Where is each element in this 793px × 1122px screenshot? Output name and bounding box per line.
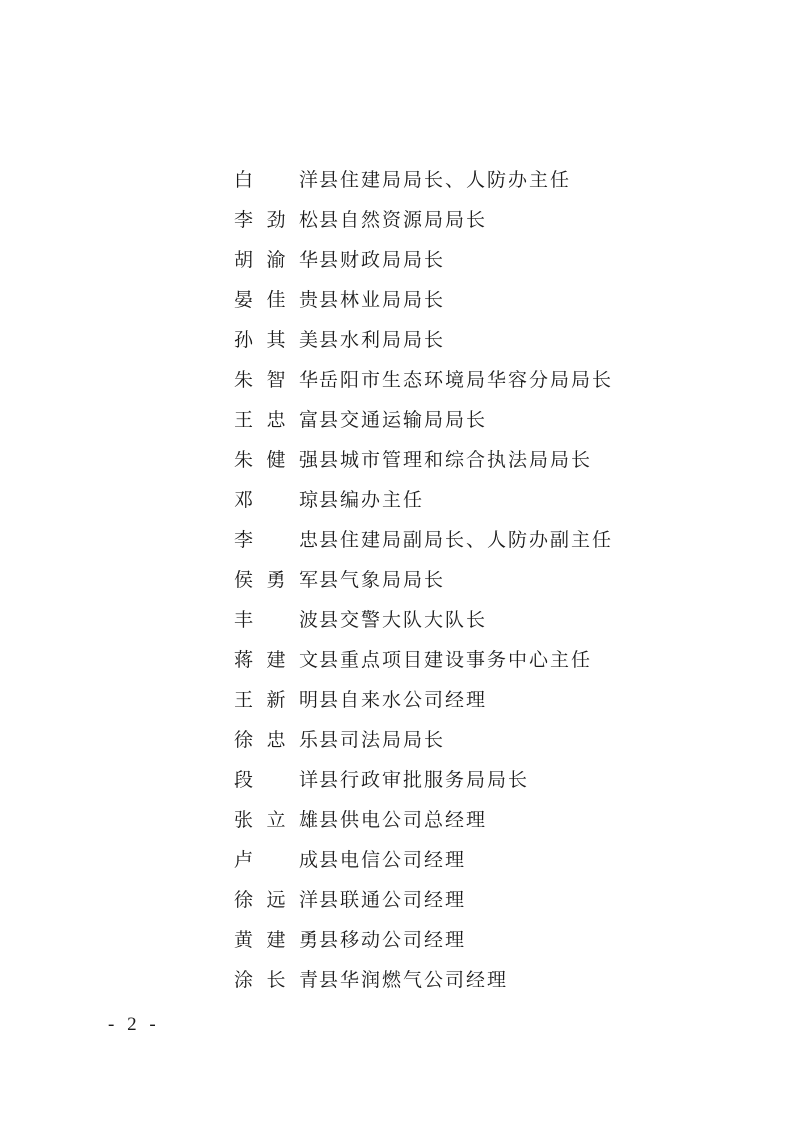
member-row xyxy=(234,678,613,718)
member-row xyxy=(234,798,613,838)
member-title: 县编办主任 xyxy=(319,488,425,511)
member-row xyxy=(234,158,613,198)
member-name: 李 忠 xyxy=(234,528,319,551)
member-title: 县重点项目建设事务中心主任 xyxy=(319,648,593,671)
member-name: 邓 琼 xyxy=(234,488,319,511)
page-number: - 2 - xyxy=(108,1014,160,1035)
member-name: 涂长青 xyxy=(234,968,319,991)
member-title: 县交警大队大队长 xyxy=(319,608,488,631)
member-row xyxy=(234,918,613,958)
member-title: 县电信公司经理 xyxy=(319,848,467,871)
member-name: 孙其美 xyxy=(234,328,319,351)
member-name: 卢 成 xyxy=(234,848,319,871)
member-name: 侯勇军 xyxy=(234,568,319,591)
member-title: 县司法局局长 xyxy=(319,728,446,751)
member-name: 丰 波 xyxy=(234,608,319,631)
member-row xyxy=(234,278,613,318)
member-row xyxy=(234,838,613,878)
member-name: 晏佳贵 xyxy=(234,288,319,311)
member-name: 蒋建文 xyxy=(234,648,319,671)
member-title: 县行政审批服务局局长 xyxy=(319,768,530,791)
member-title: 县住建局局长、人防办主任 xyxy=(319,168,572,191)
member-name: 朱健强 xyxy=(234,448,319,471)
member-row xyxy=(234,638,613,678)
member-row xyxy=(234,358,613,398)
member-title: 县联通公司经理 xyxy=(319,888,467,911)
member-name: 李劲松 xyxy=(234,208,319,231)
member-row xyxy=(234,878,613,918)
member-title: 县自然资源局局长 xyxy=(319,208,488,231)
member-row xyxy=(234,958,613,998)
member-title: 县交通运输局局长 xyxy=(319,408,488,431)
member-row xyxy=(234,558,613,598)
member-title: 县住建局副局长、人防办副主任 xyxy=(319,528,614,551)
member-row xyxy=(234,518,613,558)
member-title: 县移动公司经理 xyxy=(319,928,467,951)
member-name: 王忠富 xyxy=(234,408,319,431)
member-name: 张立雄 xyxy=(234,808,319,831)
member-name: 朱智华 xyxy=(234,368,319,391)
member-row xyxy=(234,478,613,518)
member-row xyxy=(234,758,613,798)
member-title: 县供电公司总经理 xyxy=(319,808,488,831)
member-title: 县财政局局长 xyxy=(319,248,446,271)
member-title: 县自来水公司经理 xyxy=(319,688,488,711)
member-row xyxy=(234,398,613,438)
member-title: 岳阳市生态环境局华容分局局长 xyxy=(319,368,614,391)
member-row xyxy=(234,718,613,758)
member-title: 县气象局局长 xyxy=(319,568,446,591)
member-title: 县水利局局长 xyxy=(319,328,446,351)
member-title: 县林业局局长 xyxy=(319,288,446,311)
member-name: 徐远洋 xyxy=(234,888,319,911)
member-name: 胡渝华 xyxy=(234,248,319,271)
member-name: 黄建勇 xyxy=(234,928,319,951)
member-title: 县华润燃气公司经理 xyxy=(319,968,509,991)
member-row xyxy=(234,318,613,358)
member-name: 白 洋 xyxy=(234,168,319,191)
member-row xyxy=(234,238,613,278)
member-list xyxy=(234,158,613,998)
member-row xyxy=(234,598,613,638)
member-title: 县城市管理和综合执法局局长 xyxy=(319,448,593,471)
member-name: 徐忠乐 xyxy=(234,728,319,751)
member-row xyxy=(234,198,613,238)
member-name: 王新明 xyxy=(234,688,319,711)
member-name: 段 详 xyxy=(234,768,319,791)
member-row xyxy=(234,438,613,478)
